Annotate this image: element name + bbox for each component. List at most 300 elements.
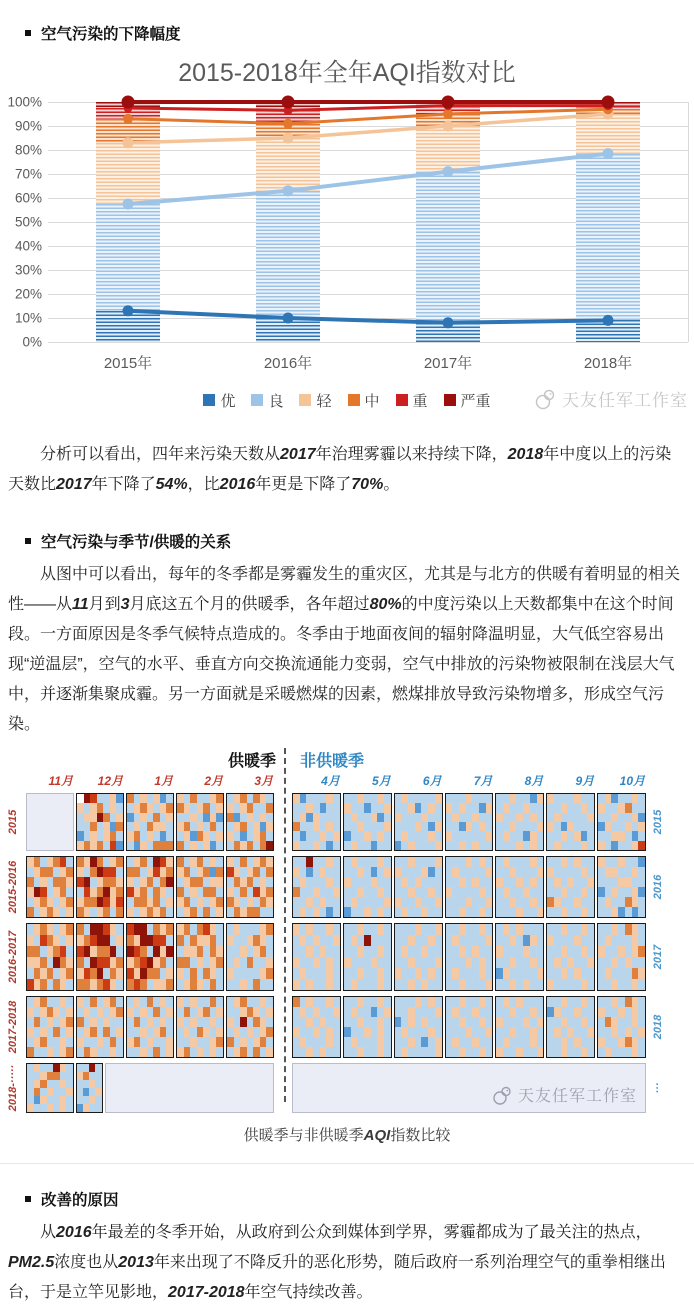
heatmap-cell (320, 831, 327, 840)
heatmap-cell (496, 822, 503, 831)
heatmap-cell (547, 968, 554, 979)
heatmap-cell (605, 877, 612, 887)
heatmap-cell (516, 968, 523, 979)
heatmap-cell (234, 867, 241, 877)
heatmap-cell (293, 877, 300, 887)
y-axis-tick-label: 30% (14, 262, 42, 278)
heatmap-cell (110, 1017, 117, 1027)
heatmap-cell (428, 968, 435, 979)
emphasized-text: 2017 (56, 476, 92, 493)
heatmap-cell (632, 946, 639, 957)
heatmap-cell (459, 831, 466, 840)
heatmap-cell (537, 935, 544, 946)
marker-严重 (602, 96, 615, 109)
heatmap-cell (605, 831, 612, 840)
heatmap-cell (216, 968, 223, 979)
heatmap-cell (638, 803, 645, 812)
heatmap-cell (395, 935, 402, 946)
emphasized-text: 11 (72, 596, 89, 613)
heatmap-cell (234, 979, 241, 990)
heatmap-cell (234, 831, 241, 840)
heatmap-cell (60, 924, 67, 935)
heatmap-cell (516, 841, 523, 850)
heatmap-cell (377, 887, 384, 897)
heatmap-cell (428, 897, 435, 907)
heatmap-cell (66, 1104, 73, 1112)
heatmap-cell (401, 794, 408, 803)
heatmap-cell (116, 857, 123, 867)
heatmap-month-block (597, 923, 646, 991)
heatmap-cell (260, 1047, 267, 1057)
heatmap-cell (472, 935, 479, 946)
heatmap-cell (260, 897, 267, 907)
heatmap-cell (466, 957, 473, 968)
heatmap-cell (216, 877, 223, 887)
heatmap-cell (435, 1017, 442, 1027)
heatmap-cell (598, 1007, 605, 1017)
heatmap-cell (357, 857, 364, 867)
heatmap-cell (415, 997, 422, 1007)
heatmap-cell (446, 946, 453, 957)
heatmap-cell (351, 857, 358, 867)
heatmap-cell (401, 924, 408, 935)
heatmap-cell (66, 1027, 73, 1037)
heatmap-cell (320, 857, 327, 867)
heatmap-cell (618, 924, 625, 935)
heatmap-cell (567, 907, 574, 917)
marker-良 (123, 199, 134, 210)
section-heading-3-text: 改善的原因 (41, 1192, 119, 1209)
heatmap-cell (625, 1027, 632, 1037)
month-label: 7月 (473, 774, 493, 788)
heatmap-cell (364, 813, 371, 822)
heatmap-cell (216, 794, 223, 803)
heatmap-cell (421, 997, 428, 1007)
heatmap-cell (351, 794, 358, 803)
heatmap-cell (166, 924, 173, 935)
heatmap-cell (547, 907, 554, 917)
heatmap-cell (216, 946, 223, 957)
heatmap-cell (466, 1027, 473, 1037)
heatmap-cell (260, 867, 267, 877)
heatmap-cell (371, 946, 378, 957)
season-year-label: 2015-2016 (7, 860, 19, 914)
heatmap-cell (351, 841, 358, 850)
emphasized-text: 54% (155, 476, 188, 493)
heatmap-cell (581, 897, 588, 907)
heatmap-cell (574, 924, 581, 935)
heatmap-cell (84, 968, 91, 979)
heatmap-cell (561, 877, 568, 887)
heatmap-cell (97, 907, 104, 917)
heatmap-cell (510, 1027, 517, 1037)
heatmap-cell (466, 803, 473, 812)
heatmap-cell (625, 1007, 632, 1017)
heatmap-cell (34, 979, 41, 990)
heatmap-cell (216, 831, 223, 840)
heatmap-cell (587, 794, 594, 803)
heatmap-cell (523, 813, 530, 822)
heatmap-cell (516, 794, 523, 803)
heatmap-cell (95, 1096, 101, 1104)
heatmap-cell (357, 897, 364, 907)
heatmap-cell (479, 841, 486, 850)
heatmap-cell (84, 924, 91, 935)
heatmap-cell (428, 803, 435, 812)
heatmap-cell (300, 877, 307, 887)
heatmap-cell (364, 957, 371, 968)
heatmap-cell (638, 1037, 645, 1047)
heatmap-cell (134, 924, 141, 935)
heatmap-cell (587, 935, 594, 946)
heatmap-cell (266, 897, 273, 907)
heatmap-cell (587, 1027, 594, 1037)
heatmap-cell (134, 803, 141, 812)
heatmap-cell (459, 897, 466, 907)
heatmap-cell (466, 822, 473, 831)
heatmap-cell (581, 841, 588, 850)
heatmap-cell (184, 957, 191, 968)
heatmap-cell (60, 997, 67, 1007)
heatmap-cell (523, 1007, 530, 1017)
heatmap-cell (326, 822, 333, 831)
heatmap-cell (116, 997, 123, 1007)
heatmap-cell (547, 935, 554, 946)
heatmap-cell (66, 979, 73, 990)
heatmap-cell (496, 1047, 503, 1057)
heatmap-cell (496, 946, 503, 957)
heatmap-cell (47, 1072, 54, 1080)
heatmap-cell (408, 822, 415, 831)
heatmap-cell (260, 979, 267, 990)
heatmap-cell (377, 857, 384, 867)
heatmap-cell (598, 877, 605, 887)
heatmap-cell (320, 1007, 327, 1017)
heatmap-cell (472, 897, 479, 907)
heatmap-cell (266, 887, 273, 897)
heatmap-cell (516, 1037, 523, 1047)
heatmap-cell (421, 907, 428, 917)
heatmap-cell (401, 813, 408, 822)
heatmap-cell (496, 887, 503, 897)
heatmap-cell (344, 822, 351, 831)
heatmap-cell (184, 897, 191, 907)
heatmap-cell (611, 867, 618, 877)
heatmap-month-block (126, 996, 174, 1058)
heatmap-cell (66, 935, 73, 946)
heatmap-cell (428, 1037, 435, 1047)
heatmap-cell (266, 857, 273, 867)
heatmap-cell (523, 877, 530, 887)
heatmap-cell (486, 968, 493, 979)
heatmap-cell (95, 1072, 101, 1080)
heatmap-cell (166, 813, 173, 822)
heatmap-cell (247, 794, 254, 803)
heatmap-cell (300, 1027, 307, 1037)
heatmap-cell (147, 997, 154, 1007)
heatmap-month-block (176, 856, 224, 918)
heatmap-cell (638, 1007, 645, 1017)
heatmap-cell (247, 924, 254, 935)
heatmap-cell (293, 968, 300, 979)
heatmap-cell (351, 997, 358, 1007)
heatmap-cell (216, 924, 223, 935)
heatmap-cell (503, 803, 510, 812)
heatmap-cell (401, 968, 408, 979)
legend-label: 重 (412, 392, 428, 410)
heatmap-cell (428, 867, 435, 877)
heatmap-cell (197, 1017, 204, 1027)
heatmap-cell (326, 1017, 333, 1027)
heatmap-cell (516, 935, 523, 946)
heatmap-cell (632, 1047, 639, 1057)
heatmap-cell (632, 1017, 639, 1027)
heatmap-cell (530, 957, 537, 968)
heatmap-cell (472, 887, 479, 897)
heatmap-cell (618, 822, 625, 831)
heatmap-cell (260, 831, 267, 840)
heatmap-cell (47, 968, 54, 979)
legend-label: 中 (364, 392, 380, 410)
heatmap-cell (523, 997, 530, 1007)
heatmap-cell (415, 1017, 422, 1027)
heatmap-cell (377, 907, 384, 917)
heatmap-cell (611, 968, 618, 979)
heatmap-cell (625, 979, 632, 990)
heatmap-cell (638, 813, 645, 822)
heatmap-cell (116, 1027, 123, 1037)
heatmap-cell (320, 997, 327, 1007)
heatmap-cell (384, 831, 391, 840)
heatmap-cell (60, 907, 67, 917)
heatmap-cell (537, 867, 544, 877)
heatmap-cell (452, 1027, 459, 1037)
heatmap-cell (428, 1047, 435, 1057)
heatmap-month-block (226, 996, 274, 1058)
heatmap-cell (377, 841, 384, 850)
heatmap-cell (66, 867, 73, 877)
heatmap-cell (446, 935, 453, 946)
heatmap-cell (581, 794, 588, 803)
heatmap-cell (160, 979, 167, 990)
marker-良 (603, 148, 614, 159)
heatmap-cell (84, 935, 91, 946)
heatmap-cell (401, 907, 408, 917)
heatmap-cell (554, 968, 561, 979)
heatmap-cell (234, 1047, 241, 1057)
legend-label: 良 (268, 392, 284, 410)
heatmap-cell (452, 1037, 459, 1047)
heatmap-cell (371, 935, 378, 946)
heatmap-cell (326, 997, 333, 1007)
heatmap-cell (266, 877, 273, 887)
heatmap-cell (320, 1017, 327, 1027)
heatmap-cell (293, 841, 300, 850)
heatmap-cell (326, 1007, 333, 1017)
heatmap-cell (377, 813, 384, 822)
heatmap-cell (166, 968, 173, 979)
heatmap-cell (537, 1017, 544, 1027)
heatmap-cell (452, 877, 459, 887)
heatmap-cell (428, 979, 435, 990)
heatmap-cell (598, 897, 605, 907)
marker-优 (283, 313, 294, 324)
marker-轻 (123, 137, 134, 148)
heatmap-cell (344, 813, 351, 822)
heatmap-cell (611, 803, 618, 812)
heatmap-cell (97, 957, 104, 968)
heatmap-cell (632, 803, 639, 812)
heatmap-cell (116, 887, 123, 897)
y-axis-tick-label: 60% (14, 190, 42, 206)
heatmap-cell (134, 867, 141, 877)
heatmap-cell (306, 957, 313, 968)
heatmap-cell (598, 924, 605, 935)
heatmap-cell (459, 794, 466, 803)
heatmap-cell (333, 968, 340, 979)
heatmap-cell (421, 957, 428, 968)
heatmap-cell (95, 1104, 101, 1112)
section-heading-3 (25, 1188, 686, 1210)
heatmap-cell (371, 813, 378, 822)
body-text: 年来出现了不降反升的恶化形势，随后政府一系列治理空气的重拳相继出台，于是立竿见影地， (8, 1254, 666, 1301)
heatmap-cell (210, 935, 217, 946)
watermark-heatmap (492, 1083, 637, 1106)
heatmap-cell (351, 1017, 358, 1027)
heatmap-cell (401, 897, 408, 907)
heatmap-cell (567, 1017, 574, 1027)
heatmap-cell (605, 1047, 612, 1057)
heatmap-cell (472, 803, 479, 812)
heatmap-cell (452, 907, 459, 917)
heatmap-cell (486, 997, 493, 1007)
heatmap-cell (625, 968, 632, 979)
heatmap-cell (415, 1027, 422, 1037)
heatmap-cell (216, 813, 223, 822)
heatmap-cell (134, 841, 141, 850)
heatmap-cell (598, 997, 605, 1007)
heatmap-cell (574, 1027, 581, 1037)
heatmap-cell (320, 935, 327, 946)
heatmap-cell (581, 1047, 588, 1057)
heatmap-cell (320, 887, 327, 897)
heatmap-cell (197, 794, 204, 803)
heatmap-cell (293, 946, 300, 957)
heatmap-cell (134, 822, 141, 831)
watermark-chart (534, 386, 688, 411)
heatmap-cell (300, 803, 307, 812)
x-axis-label: 2018年 (583, 355, 633, 372)
heatmap-cell (197, 857, 204, 867)
heatmap-cell (313, 877, 320, 887)
heatmap-cell (247, 907, 254, 917)
heatmap-month-block (226, 856, 274, 918)
heatmap-cell (364, 979, 371, 990)
heatmap-cell (446, 794, 453, 803)
heatmap-cell (216, 867, 223, 877)
heatmap-cell (47, 946, 54, 957)
heatmap-cell (197, 877, 204, 887)
heatmap-cell (632, 997, 639, 1007)
heatmap-cell (313, 935, 320, 946)
month-label: 2月 (204, 774, 223, 788)
heatmap-cell (537, 803, 544, 812)
heatmap-cell (516, 803, 523, 812)
heatmap-cell (293, 897, 300, 907)
heatmap-cell (611, 794, 618, 803)
heatmap-cell (110, 935, 117, 946)
heatmap-cell (247, 822, 254, 831)
heatmap-cell (47, 924, 54, 935)
heatmap-cell (134, 1017, 141, 1027)
heatmap-cell (377, 822, 384, 831)
heatmap-cell (234, 794, 241, 803)
heatmap-cell (587, 877, 594, 887)
heatmap-cell (408, 979, 415, 990)
heatmap-cell (344, 1047, 351, 1057)
heatmap-cell (333, 831, 340, 840)
heatmap-cell (466, 841, 473, 850)
heatmap-cell (510, 867, 517, 877)
heatmap-cell (503, 897, 510, 907)
body-text: 分析可以看出，四年来污染天数从 (40, 446, 281, 463)
heatmap-cell (333, 867, 340, 877)
heatmap-cell (401, 841, 408, 850)
heatmap-month-block (292, 856, 341, 918)
heatmap-cell (547, 822, 554, 831)
heatmap-cell (435, 831, 442, 840)
chart-lines-overlay (0, 94, 694, 352)
heatmap-cell (60, 877, 67, 887)
heatmap-cell (486, 924, 493, 935)
heatmap-cell (313, 1007, 320, 1017)
heatmap-cell (266, 935, 273, 946)
heatmap-cell (210, 946, 217, 957)
heatmap-cell (496, 857, 503, 867)
heatmap-cell (306, 1047, 313, 1057)
heatmap-cell (260, 935, 267, 946)
heatmap-cell (166, 867, 173, 877)
heatmap-cell (452, 997, 459, 1007)
heatmap-cell (66, 907, 73, 917)
heatmap-cell (216, 897, 223, 907)
heatmap-cell (415, 867, 422, 877)
heatmap-cell (47, 907, 54, 917)
heatmap-cell (47, 979, 54, 990)
heatmap-cell (160, 1037, 167, 1047)
heatmap-cell (384, 924, 391, 935)
year-label: 2017 (652, 944, 664, 970)
heatmap-cell (134, 997, 141, 1007)
heatmap-cell (364, 1037, 371, 1047)
heatmap-cell (84, 997, 91, 1007)
heatmap-cell (567, 935, 574, 946)
heatmap-cell (234, 924, 241, 935)
line-series-中 (128, 109, 608, 123)
heatmap-cell (479, 822, 486, 831)
heatmap-cell (97, 857, 104, 867)
heating-season-title: 供暖季 (227, 752, 276, 770)
heatmap-cell (618, 946, 625, 957)
heatmap-cell (408, 867, 415, 877)
heatmap-cell (452, 957, 459, 968)
heatmap-cell (408, 887, 415, 897)
heatmap-cell (486, 935, 493, 946)
heatmap-cell (472, 968, 479, 979)
heatmap-cell (326, 968, 333, 979)
heatmap-cell (479, 1007, 486, 1017)
month-label: 5月 (372, 774, 391, 788)
